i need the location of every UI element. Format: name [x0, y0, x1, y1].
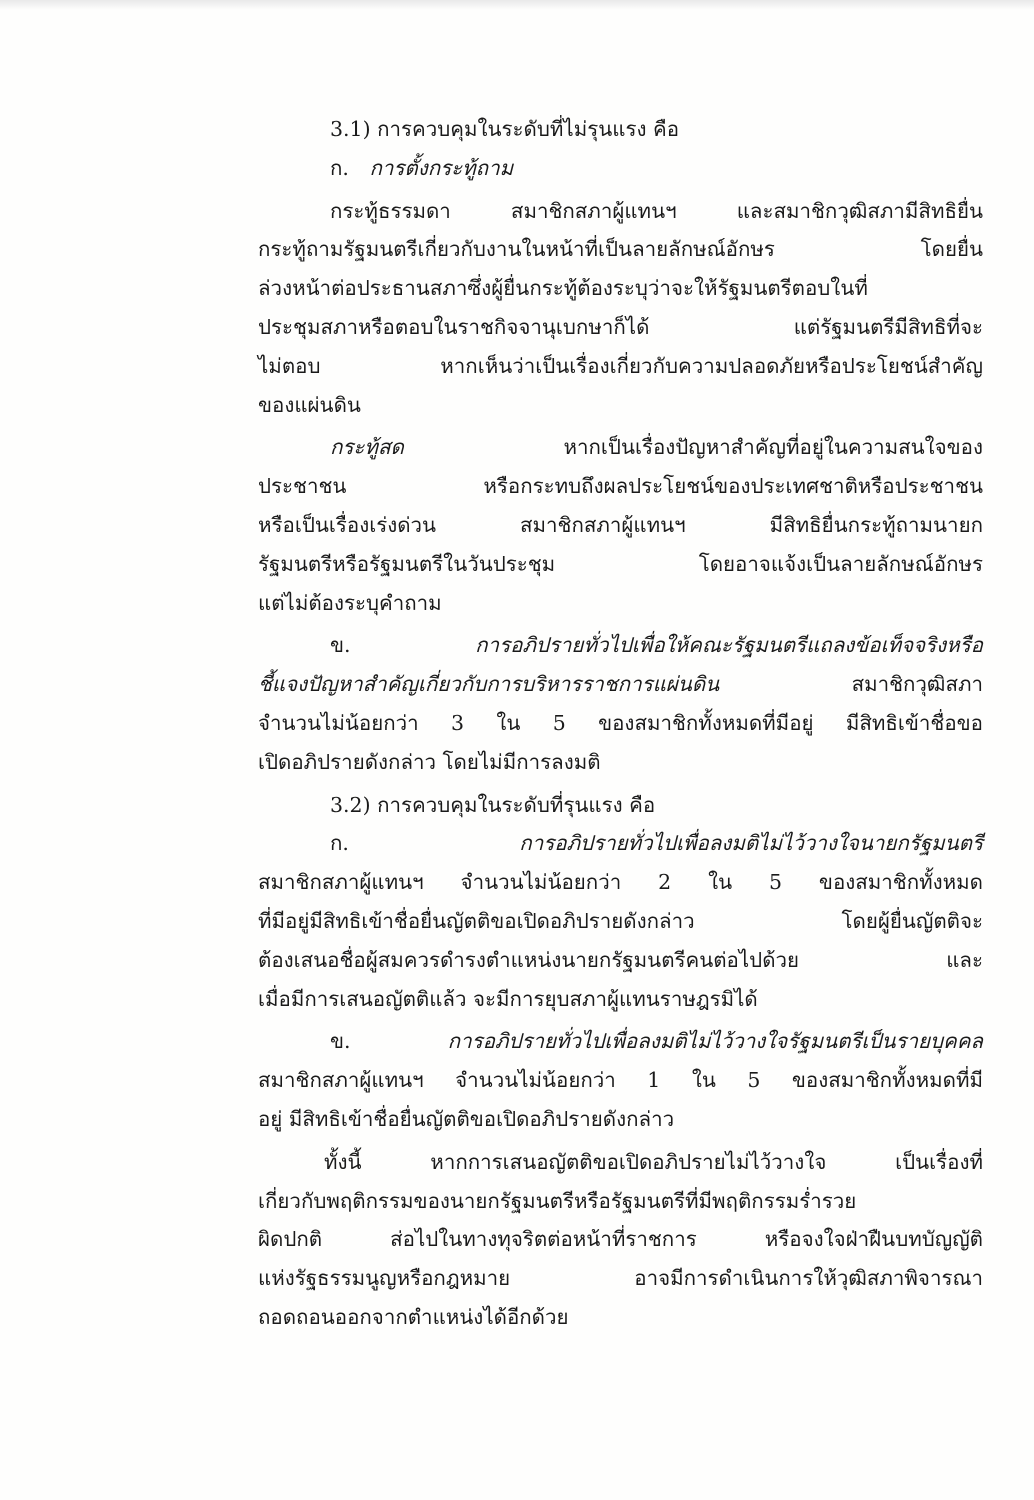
paragraph-1-line-2: กระทู้ถามรัฐมนตรีเกี่ยวกับงานในหน้าที่เป็นลายลักษณ์อักษร โดยยื่น [258, 237, 983, 262]
section-3-1-a-heading: ก. การตั้งกระทู้ถาม [330, 155, 514, 180]
paragraph-1-line-1: กระทู้ธรรมดา สมาชิกสภาผู้แทนฯ และสมาชิกวุฒิสภามีสิทธิยื่น [330, 198, 983, 223]
paragraph-4-line-1: สมาชิกสภาผู้แทนฯ จำนวนไม่น้อยกว่า 2 ใน 5 ของสมาชิกทั้งหมด [258, 870, 983, 895]
paragraph-6-line-1: ทั้งนี้ หากการเสนอญัตติขอเปิดอภิปรายไม่ไว้วางใจ เป็นเรื่องที่ [324, 1149, 983, 1174]
section-3-2-a-heading: ก. การอภิปรายทั่วไปเพื่อลงมติไม่ไว้วางใจนายกรัฐมนตรี [330, 831, 983, 856]
paragraph-6-line-2: เกี่ยวกับพฤติกรรมของนายกรัฐมนตรีหรือรัฐมนตรีที่มีพฤติกรรมร่ำรวย [258, 1188, 857, 1213]
paragraph-6-line-5: ถอดถอนออกจากตำแหน่งได้อีกด้วย [258, 1304, 569, 1329]
paragraph-4-line-4: เมื่อมีการเสนอญัตติแล้ว จะมีการยุบสภาผู้แทนราษฎรมิได้ [258, 986, 758, 1011]
paragraph-4-line-2: ที่มีอยู่มีสิทธิเข้าชื่อยื่นญัตติขอเปิดอภิปรายดังกล่าว โดยผู้ยื่นญัตติจะ [258, 908, 983, 933]
paragraph-2-line-3: หรือเป็นเรื่องเร่งด่วน สมาชิกสภาผู้แทนฯ มีสิทธิยื่นกระทู้ถามนายก [258, 512, 983, 537]
paragraph-1-line-4: ประชุมสภาหรือตอบในราชกิจจานุเบกษาก็ได้ แต่รัฐมนตรีมีสิทธิที่จะ [258, 314, 983, 339]
section-3-2-a-title: การอภิปรายทั่วไปเพื่อลงมติไม่ไว้วางใจนายกรัฐมนตรี [519, 831, 983, 856]
section-3-1-b-title: การอภิปรายทั่วไปเพื่อให้คณะรัฐมนตรีแถลงข้อเท็จจริงหรือ [475, 633, 983, 658]
paragraph-6-line-4: แห่งรัฐธรรมนูญหรือกฎหมาย อาจมีการดำเนินการให้วุฒิสภาพิจารณา [258, 1266, 983, 1291]
section-3-1-a-title: การตั้งกระทู้ถาม [369, 155, 514, 180]
paragraph-5-line-1: สมาชิกสภาผู้แทนฯ จำนวนไม่น้อยกว่า 1 ใน 5 ของสมาชิกทั้งหมดที่มี [258, 1068, 983, 1093]
section-3-1-b-line-1: ข. การอภิปรายทั่วไปเพื่อให้คณะรัฐมนตรีแถลงข้อเท็จจริงหรือ [330, 633, 983, 658]
paragraph-2-line-2: ประชาชน หรือกระทบถึงผลประโยชน์ของประเทศชาติหรือประชาชน [258, 474, 983, 499]
scan-edge-shadow [0, 0, 1034, 10]
section-3-2-heading: 3.2) การควบคุมในระดับที่รุนแรง คือ [330, 792, 656, 817]
paragraph-6-line-3: ผิดปกติ ส่อไปในทางทุจริตต่อหน้าที่ราชการ หรือจงใจฝ่าฝืนบทบัญญัติ [258, 1227, 983, 1252]
paragraph-1-line-6: ของแผ่นดิน [258, 392, 361, 417]
paragraph-1-line-3: ล่วงหน้าต่อประธานสภาซึ่งผู้ยื่นกระทู้ต้องระบุว่าจะให้รัฐมนตรีตอบในที่ [258, 276, 868, 301]
paragraph-1-line-5: ไม่ตอบ หากเห็นว่าเป็นเรื่องเกี่ยวกับความปลอดภัยหรือประโยชน์สำคัญ [258, 353, 983, 378]
paragraph-2-line-4: รัฐมนตรีหรือรัฐมนตรีในวันประชุม โดยอาจแจ้งเป็นลายลักษณ์อักษร [258, 551, 983, 576]
section-3-2-b-title: การอภิปรายทั่วไปเพื่อลงมติไม่ไว้วางใจรัฐมนตรีเป็นรายบุคคล [447, 1029, 983, 1054]
paragraph-2-line-1: กระทู้สด หากเป็นเรื่องปัญหาสำคัญที่อยู่ในความสนใจของ [330, 435, 983, 460]
paragraph-5-line-2: อยู่ มีสิทธิเข้าชื่อยื่นญัตติขอเปิดอภิปรายดังกล่าว [258, 1106, 675, 1131]
paragraph-2-line-5: แต่ไม่ต้องระบุคำถาม [258, 590, 442, 615]
paragraph-3-line-1: จำนวนไม่น้อยกว่า 3 ใน 5 ของสมาชิกทั้งหมดที่มีอยู่ มีสิทธิเข้าชื่อขอ [258, 710, 983, 735]
paragraph-4-line-3: ต้องเสนอชื่อผู้สมควรดำรงตำแหน่งนายกรัฐมนตรีคนต่อไปด้วย และ [258, 947, 983, 972]
section-3-2-b-heading: ข. การอภิปรายทั่วไปเพื่อลงมติไม่ไว้วางใจรัฐมนตรีเป็นรายบุคคล [330, 1029, 983, 1054]
paragraph-2-lead: กระทู้สด [330, 435, 404, 460]
section-3-1-heading: 3.1) การควบคุมในระดับที่ไม่รุนแรง คือ [330, 117, 680, 141]
paragraph-3-line-2: เปิดอภิปรายดังกล่าว โดยไม่มีการลงมติ [258, 749, 601, 774]
section-3-1-b-line-2: ชี้แจงปัญหาสำคัญเกี่ยวกับการบริหารราชการแผ่นดิน สมาชิกวุฒิสภา [258, 672, 983, 697]
document-body [258, 110, 983, 1337]
